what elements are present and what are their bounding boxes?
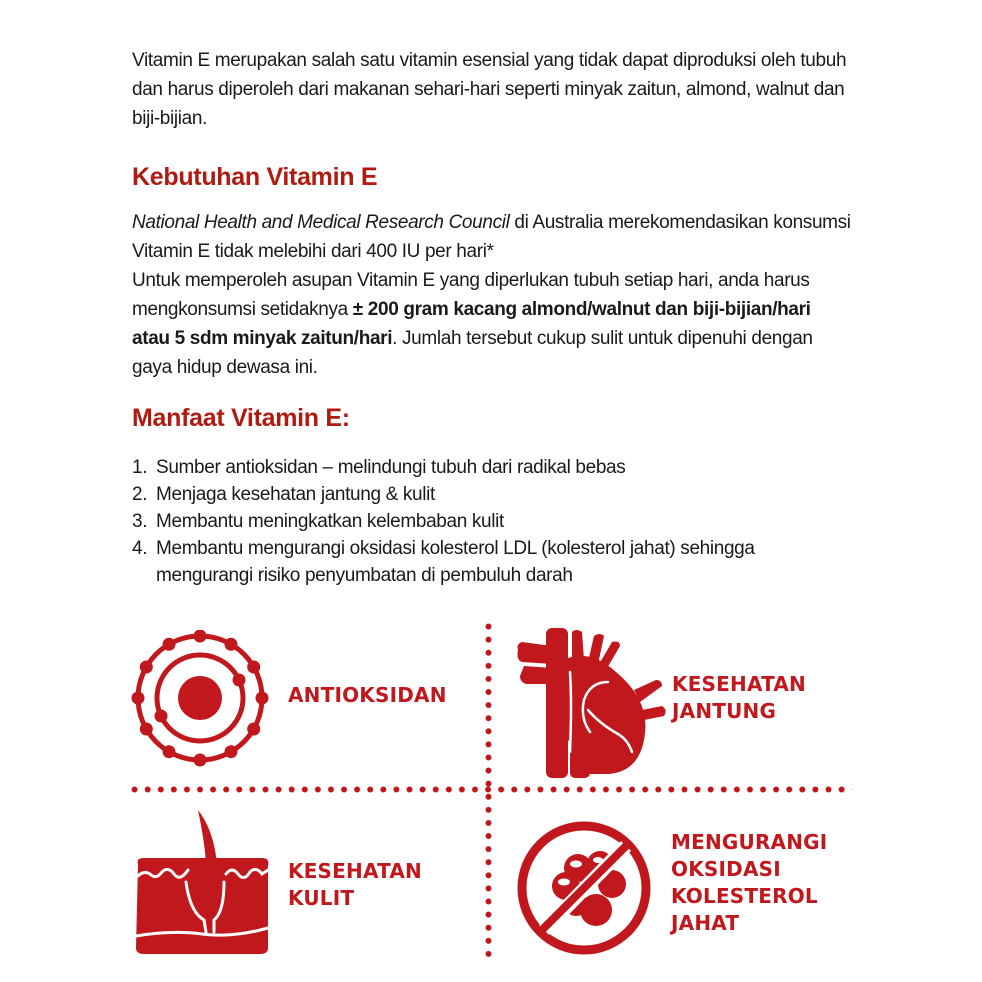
electron-dot <box>163 638 176 651</box>
electron-dot <box>194 754 207 767</box>
label-line: JAHAT <box>671 911 740 935</box>
intro-paragraph: Vitamin E merupakan salah satu vitamin esensial yang tidak dapat diproduksi oleh tubuh dan harus diperoleh dari makanan sehari-hari seperti minyak zaitun, almond, walnut dan biji-bijian. <box>132 50 847 129</box>
kebutuhan-paragraph-1 <box>132 208 852 266</box>
electron-dot <box>163 745 176 758</box>
list-item-number: 3. <box>132 511 148 532</box>
no-cholesterol-icon <box>514 818 654 958</box>
benefits-list <box>132 454 852 589</box>
electron-dot <box>132 692 145 705</box>
manfaat-heading: Manfaat Vitamin E: <box>132 404 350 432</box>
label-line: KESEHATAN <box>672 672 806 696</box>
list-item <box>132 454 852 481</box>
label-line: KESEHATAN <box>288 859 422 883</box>
council-name: National Health and Medical Research Council <box>132 212 510 233</box>
intake-note: . Jumlah tersebut cukup sulit untuk dipenuhi dengan gaya hidup dewasa ini. <box>132 328 813 378</box>
list-item-number: 2. <box>132 484 148 505</box>
label-line: KULIT <box>288 886 355 910</box>
electron-dot <box>256 692 269 705</box>
tile-label-mengurangi-oksidasi <box>671 829 827 937</box>
list-item <box>132 508 852 535</box>
intake-amount: ± 200 gram kacang almond/walnut dan biji-bijian/hari atau 5 sdm minyak zaitun/hari <box>132 299 811 349</box>
label-line: JANTUNG <box>672 699 777 723</box>
atom-icon <box>130 630 270 770</box>
list-item <box>132 481 852 508</box>
dotted-divider-vertical <box>485 620 492 958</box>
list-item <box>132 535 852 589</box>
list-item-number: 1. <box>132 457 148 478</box>
electron-dot <box>247 661 260 674</box>
tile-label-antioksidan <box>288 682 447 709</box>
recommendation-text: di Australia merekomendasikan konsumsi Vitamin E tidak melebihi dari 400 IU per hari* <box>132 212 851 262</box>
label-line: OKSIDASI <box>671 857 781 881</box>
list-item-text: Sumber antioksidan – melindungi tubuh dari radikal bebas <box>156 457 626 478</box>
skin-hair-icon <box>132 808 272 958</box>
list-item-text: Membantu mengurangi oksidasi kolesterol LDL (kolesterol jahat) sehingga mengurangi risiko penyumbatan di pembuluh darah <box>156 538 755 586</box>
heart-organ-icon <box>512 622 672 782</box>
list-item-text: Membantu meningkatkan kelembaban kulit <box>156 511 504 532</box>
kebutuhan-heading: Kebutuhan Vitamin E <box>132 163 378 191</box>
tile-label-kesehatan-jantung <box>672 671 806 725</box>
electron-dot <box>140 723 153 736</box>
electron-dot <box>225 745 238 758</box>
intake-intro: Untuk memperoleh asupan Vitamin E yang diperlukan tubuh setiap hari, anda harus mengkonsumsi setidaknya <box>132 270 810 320</box>
list-item-text: Menjaga kesehatan jantung & kulit <box>156 484 435 505</box>
kebutuhan-paragraph-2 <box>132 266 852 382</box>
electron-dot <box>194 630 207 643</box>
electron-dot <box>247 723 260 736</box>
list-item-number: 4. <box>132 538 148 559</box>
electron-dot <box>140 661 153 674</box>
tile-label-kesehatan-kulit <box>288 858 422 912</box>
electron-dot <box>225 638 238 651</box>
label-line: MENGURANGI <box>671 830 828 854</box>
label-line: ANTIOKSIDAN <box>288 683 447 707</box>
label-line: KOLESTEROL <box>671 884 818 908</box>
